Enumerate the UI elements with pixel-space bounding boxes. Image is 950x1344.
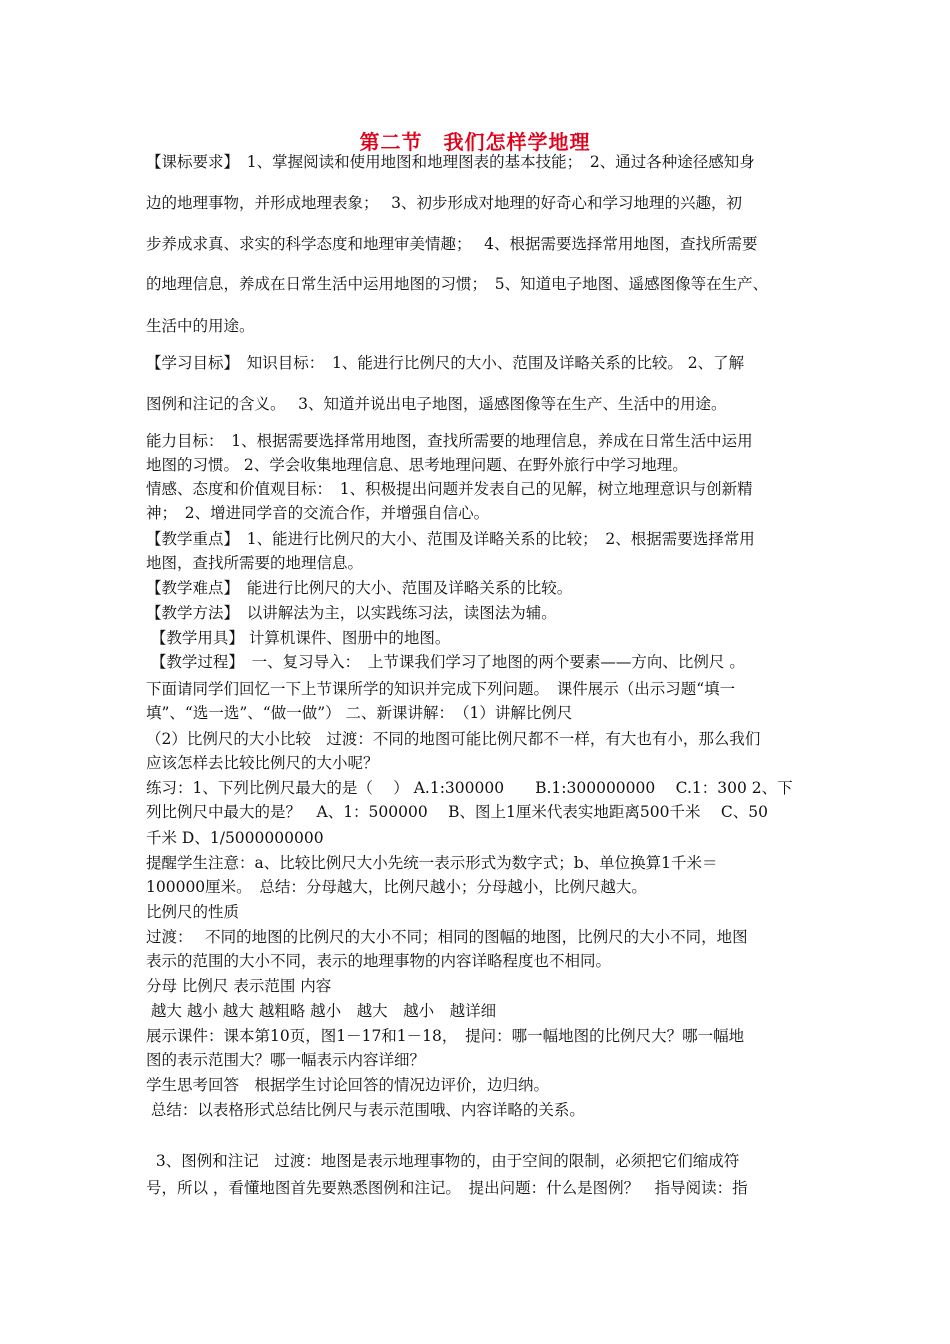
text-line: 分母 比例尺 表示范围 内容 (146, 977, 332, 995)
text-line: 提醒学生注意：a、比较比例尺大小先统一表示形式为数字式；b、单位换算1千米＝ (146, 854, 718, 872)
text-line: 的地理信息，养成在日常生活中运用地图的习惯； 5、知道电子地图、遥感图像等在生产、 (146, 275, 769, 293)
text-line: 越大 越小 越大 越粗略 越小 越大 越小 越详细 (146, 1002, 497, 1020)
text-line: 列比例尺中最大的是？ A、1：500000 B、图上1厘米代表实地距离500千米 C、50 (146, 803, 769, 821)
text-line: 【教学用具】 计算机课件、图册中的地图。 (146, 629, 451, 647)
text-line: 表示的范围的大小不同，表示的地理事物的内容详略程度也不相同。 (146, 952, 612, 970)
text-line: 步养成求真、求实的科学态度和地理审美情趣； 4、根据需要选择常用地图，查找所需要 (146, 235, 758, 253)
text-line: 总结：以表格形式总结比例尺与表示范围哦、内容详略的关系。 (146, 1101, 585, 1119)
text-line: 号，所以 ，看懂地图首先要熟悉图例和注记。 提出问题：什么是图例？ 指导阅读：指 (146, 1179, 748, 1197)
text-line: 展示课件：课本第10页，图1－17和1－18， 提问：哪一幅地图的比例尺大？哪一幅地 (146, 1027, 745, 1045)
text-line: 【教学难点】 能进行比例尺的大小、范围及详略关系的比较。 (146, 579, 573, 597)
text-line: 千米 D、1/5000000000 (146, 829, 324, 847)
text-line: 图例和注记的含义。 3、知道并说出电子地图，遥感图像等在生产、生活中的用途。 (146, 395, 727, 413)
text-line: 应该怎样去比较比例尺的大小呢？ (146, 754, 379, 772)
text-line: 练习：1、下列比例尺最大的是（ ） A.1:300000 B.1:300000000 C.1：300 2、下 (146, 779, 793, 797)
text-line: 【课标要求】 1、掌握阅读和使用地图和地理图表的基本技能； 2、通过各种途径感知身 (146, 153, 755, 171)
text-line: 图的表示范围大？哪一幅表示内容详细？ (146, 1051, 426, 1069)
text-line: 3、图例和注记 过渡：地图是表示地理事物的，由于空间的限制，必须把它们缩成符 (146, 1152, 740, 1170)
text-line: 能力目标： 1、根据需要选择常用地图，查找所需要的地理信息，养成在日常生活中运用 (146, 432, 753, 450)
text-line: 100000厘米。 总结：分母越大，比例尺越小；分母越小，比例尺越大。 (146, 878, 647, 896)
text-line: 【教学重点】 1、能进行比例尺的大小、范围及详略关系的比较； 2、根据需要选择常用 (146, 530, 755, 548)
text-line: 学生思考回答 根据学生讨论回答的情况边评价，边归纳。 (146, 1076, 550, 1094)
text-line: 【教学过程】 一、复习导入： 上节课我们学习了地图的两个要素——方向、比例尺 。 (146, 653, 745, 671)
text-line: 比例尺的性质 (146, 903, 240, 921)
text-line: 地图的习惯。 2、学会收集地理信息、思考地理问题、在野外旅行中学习地理。 (146, 456, 688, 474)
text-line: 过渡： 不同的地图的比例尺的大小不同；相同的图幅的地图，比例尺的大小不同，地图 (146, 928, 748, 946)
text-line: 情感、态度和价值观目标： 1、积极提出问题并发表自己的见解，树立地理意识与创新精 (146, 480, 753, 498)
text-line: 地图，查找所需要的地理信息。 (146, 554, 364, 572)
text-line: （2）比例尺的大小比较 过渡：不同的地图可能比例尺都不一样，有大也有小，那么我们 (146, 730, 761, 748)
text-line: 填”、“选一选”、“做一做”） 二、新课讲解： （1）讲解比例尺 (146, 704, 573, 722)
page-title: 第二节 我们怎样学地理 (359, 130, 591, 154)
text-line: 下面请同学们回忆一下上节课所学的知识并完成下列问题。 课件展示（出示习题“填一 (146, 680, 736, 698)
text-line: 【教学方法】 以讲解法为主，以实践练习法，读图法为辅。 (146, 604, 557, 622)
text-line: 【学习目标】 知识目标： 1、能进行比例尺的大小、范围及详略关系的比较。 2、了解 (146, 354, 745, 372)
text-line: 神； 2、增进同学音的交流合作，并增强自信心。 (146, 504, 490, 522)
text-line: 生活中的用途。 (146, 317, 255, 335)
text-line: 边的地理事物，并形成地理表象； 3、初步形成对地理的好奇心和学习地理的兴趣，初 (146, 194, 743, 212)
